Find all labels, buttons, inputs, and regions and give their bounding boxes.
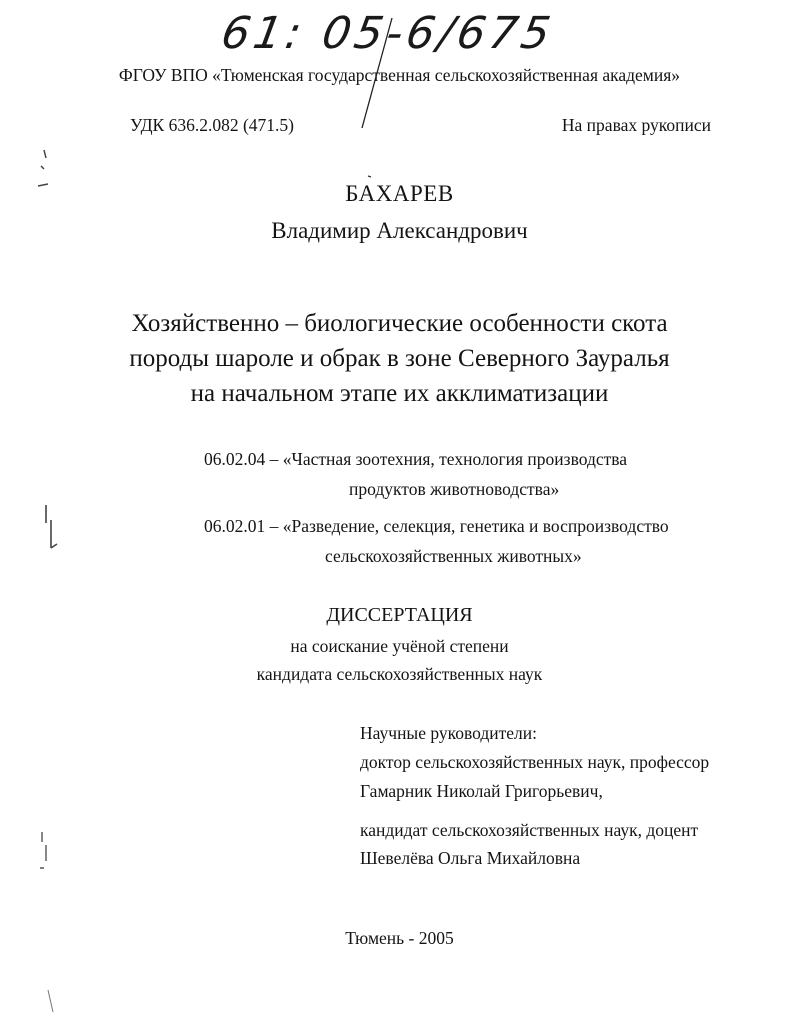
margin-mark [40, 832, 46, 868]
supervisor-1-title: доктор сельскохозяйственных наук, профессор [360, 752, 710, 772]
city-year: Тюмень - 2005 [345, 928, 454, 948]
supervisor-2-title: кандидат сельскохозяйственных наук, доцент [360, 820, 699, 840]
supervisors-heading: Научные руководители: [360, 723, 537, 743]
degree-line-2: кандидата сельскохозяйственных наук [256, 664, 543, 684]
organization-name: ФГОУ ВПО «Тюменская государственная сельскохозяйственная академия» [118, 65, 681, 85]
manuscript-rights-note: На правах рукописи [561, 115, 711, 135]
margin-mark [46, 505, 57, 548]
title-line: Хозяйственно – биологические особенности скота [131, 310, 668, 337]
speck [368, 176, 371, 177]
author-name: Владимир Александрович [271, 218, 528, 243]
udk-code: УДК 636.2.082 (471.5) [130, 115, 295, 135]
dissertation-title [0, 306, 799, 411]
specialty-1-line-2: продуктов животноводства» [349, 479, 560, 499]
specialty-2-line-1: 06.02.01 – «Разведение, селекция, генетика и воспроизводство [204, 516, 669, 536]
title-line: на начальном этапе их акклиматизации [190, 380, 609, 407]
title-line: породы шароле и обрак в зоне Северного Зауралья [129, 345, 670, 372]
supervisor-2-name: Шевелёва Ольга Михайловна [360, 848, 581, 868]
author-surname: БАХАРЕВ [345, 181, 454, 206]
work-type: ДИССЕРТАЦИЯ [326, 604, 473, 626]
specialty-1-line-1: 06.02.04 – «Частная зоотехния, технология производства [204, 449, 628, 469]
specialty-2-line-2: сельскохозяйственных животных» [325, 546, 582, 566]
supervisor-1-name: Гамарник Николай Григорьевич, [360, 781, 603, 801]
margin-mark [48, 990, 53, 1012]
handwritten-shelfmark: 61: 05-6/675 [217, 8, 558, 59]
degree-line-1: на соискание учёной степени [290, 636, 509, 656]
